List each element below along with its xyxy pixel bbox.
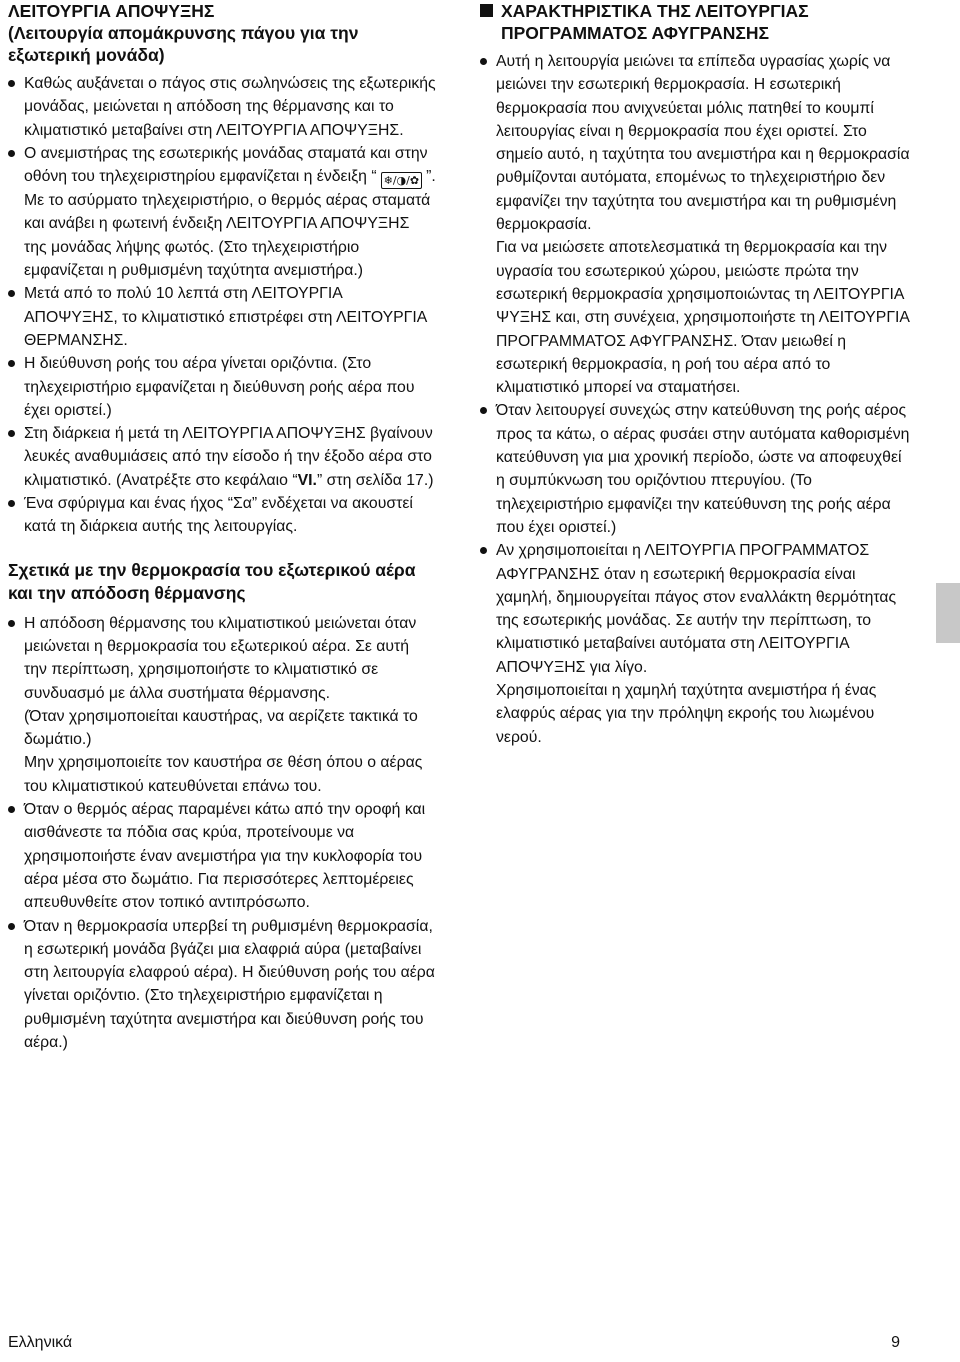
list-item: Αν χρησιμοποιείται η ΛΕΙΤΟΥΡΓΙΑ ΠΡΟΓΡΑΜΜΑΤΟΣ ΑΦΥΓΡΑΝΣΗΣ όταν η εσωτερική θερμοκρασία είναι χαμηλή, δημιουργείται πάγος στον εναλλάκτη θερμότητας της εσωτερικής μονάδας. Σε αυτήν την περίπτωση, το κλιματιστικό μεταβαίνει αυτόματα στη ΛΕΙΤΟΥΡΓΙΑ ΑΠΟΨΥΞΗΣ για λίγο. Χρησιμοποιείται η χαμηλή ταχύτητα ανεμιστήρα ή ένας ελαφρύς αέρας για την πρόληψη εκροής του λιωμένου νερού. [480, 539, 910, 749]
dry-program-title-line1: ΧΑΡΑΚΤΗΡΙΣΤΙΚΑ ΤΗΣ ΛΕΙΤΟΥΡΓΙΑΣ [501, 1, 809, 21]
bullet-icon [8, 150, 15, 157]
page-number: 9 [891, 1334, 900, 1351]
list-item: Όταν η θερμοκρασία υπερβεί τη ρυθμισμένη θερμοκρασία, η εσωτερική μονάδα βγάζει μια ελαφριά αύρα (μεταβαίνει στη λειτουργία ελαφρού αέρα). Η διεύθυνση ροής του αέρα γίνεται οριζόντιο. (Στο τηλεχειριστήριο εμφανίζεται η ρυθμισμένη ταχύτητα ανεμιστήρα και διεύθυνση ροής του αέρα.) [8, 915, 436, 1055]
list-item: Ένα σφύριγμα και ένας ήχος “Σα” ενδέχεται να ακουστεί κατά τη διάρκεια αυτής της λειτουργίας. [8, 492, 436, 539]
list-item: Η απόδοση θέρμανσης του κλιματιστικού μειώνεται όταν μειώνεται η θερμοκρασία του εξωτερικού αέρα. Σε αυτή την περίπτωση, χρησιμοποιήστε το κλιματιστικό σε συνδυασμό με άλλα συστήματα θέρμανσης. (Όταν χρησιμοποιείται καυστήρας, να αερίζετε τακτικά το δωμάτιο.) Μην χρησιμοποιείτε τον καυστήρα σε θέση όπου ο αέρας του κλιματιστικού κατευθύνεται επάνω του. [8, 612, 436, 798]
right-column [480, 0, 910, 749]
list-item: Ο ανεμιστήρας της εσωτερικής μονάδας σταματά και στην οθόνη του τηλεχειριστηρίου εμφανίζεται η ένδειξη “ ❄/◑/✿ ”. Με το ασύρματο τηλεχειριστήριο, ο θερμός αέρας σταματά και ανάβει η φωτεινή ένδειξη ΛΕΙΤΟΥΡΓΙΑ ΑΠΟΨΥΞΗΣ της μονάδας λήψης φωτός. (Στο τηλεχειριστήριο εμφανίζεται η ρυθμισμένη ταχύτητα ανεμιστήρα.) [8, 142, 436, 282]
bullet-icon [480, 547, 487, 554]
bullet-icon [8, 923, 15, 930]
left-column [8, 0, 436, 1054]
list-item: Όταν ο θερμός αέρας παραμένει κάτω από την οροφή και αισθάνεστε τα πόδια σας κρύα, προτείνουμε να χρησιμοποιήστε έναν ανεμιστήρα για την κυκλοφορία του αέρα μέσα στο δωμάτιο. Για περισσότερες λεπτομέρειες απευθυνθείτε στον τοπικό αντιπρόσωπο. [8, 798, 436, 914]
chapter-tab [936, 583, 960, 643]
bullet-icon [480, 407, 487, 414]
bullet-icon [8, 290, 15, 297]
defrost-title-line2: (Λειτουργία απομάκρυνσης πάγου για την εξωτερική μονάδα) [8, 23, 359, 65]
heating-performance-list [8, 612, 436, 1055]
bullet-icon [8, 80, 15, 87]
footer-language: Ελληνικά [8, 1334, 73, 1351]
dry-program-title-line2: ΠΡΟΓΡΑΜΜΑΤΟΣ ΑΦΥΓΡΑΝΣΗΣ [501, 23, 770, 43]
bullet-icon [8, 430, 15, 437]
dry-program-list [480, 50, 910, 749]
defrost-list [8, 72, 436, 539]
defrost-display-icon: ❄/◑/✿ [381, 172, 422, 189]
list-item: Αυτή η λειτουργία μειώνει τα επίπεδα υγρασίας χωρίς να μειώνει την εσωτερική θερμοκρασία. Η εσωτερική θερμοκρασία που ανιχνεύεται μόλις πατηθεί το κουμπί λειτουργίας είναι η θερμοκρασία που έχει οριστεί. Στο σημείο αυτό, η ταχύτητα του ανεμιστήρα και η θερμοκρασία ρυθμίζονται αυτόματα, επομένως το τηλεχειριστήριο δεν εμφανίζει την ταχύτητα του ανεμιστήρα και τη ρυθμισμένη θερμοκρασία. Για να μειώσετε αποτελεσματικά τη θερμοκρασία και την υγρασία του εσωτερικού χώρου, μειώστε πρώτα την εσωτερική θερμοκρασία χρησιμοποιώντας τη ΛΕΙΤΟΥΡΓΙΑ ΨΥΞΗΣ και, στη συνέχεια, χρησιμοποιήστε τη ΛΕΙΤΟΥΡΓΙΑ ΠΡΟΓΡΑΜΜΑΤΟΣ ΑΦΥΓΡΑΝΣΗΣ. Όταν μειωθεί η εσωτερική θερμοκρασία, η ροή του αέρα από το κλιματιστικό μπορεί να σταματήσει. [480, 50, 910, 399]
list-item: Στη διάρκεια ή μετά τη ΛΕΙΤΟΥΡΓΙΑ ΑΠΟΨΥΞΗΣ βγαίνουν λευκές αναθυμιάσεις από την είσοδο ή την έξοδο αέρα στο κλιματιστικό. (Ανατρέξτε στο κεφάλαιο “VI.” στη σελίδα 17.) [8, 422, 436, 492]
dry-program-title [480, 0, 910, 44]
list-item: Καθώς αυξάνεται ο πάγος στις σωληνώσεις της εξωτερικής μονάδας, μειώνεται η απόδοση της θέρμανσης και το κλιματιστικό μεταβαίνει στη ΛΕΙΤΟΥΡΓΙΑ ΑΠΟΨΥΞΗΣ. [8, 72, 436, 142]
bullet-icon [8, 620, 15, 627]
section-square-icon [480, 4, 493, 17]
outdoor-temperature-heading: Σχετικά με την θερμοκρασία του εξωτερικού αέρα και την απόδοση θέρμανσης [8, 559, 416, 604]
list-item: Όταν λειτουργεί συνεχώς στην κατεύθυνση της ροής αέρος προς τα κάτω, ο αέρας φυσάει στην αυτόματα καθορισμένη κατεύθυνση για μια χρονική περίοδο, ώστε να αποφευχθεί η συμπύκνωση του οριζόντιου πτερυγίου. (Το τηλεχειριστήριο εμφανίζει την κατεύθυνση της ροής αέρα που έχει οριστεί.) [480, 399, 910, 539]
bullet-icon [8, 806, 15, 813]
bullet-icon [480, 58, 487, 65]
list-item: Η διεύθυνση ροής του αέρα γίνεται οριζόντια. (Στο τηλεχειριστήριο εμφανίζεται η διεύθυνση ροής αέρα που έχει οριστεί.) [8, 352, 436, 422]
list-item: Μετά από το πολύ 10 λεπτά στη ΛΕΙΤΟΥΡΓΙΑ ΑΠΟΨΥΞΗΣ, το κλιματιστικό επιστρέφει στη ΛΕΙΤΟΥΡΓΙΑ ΘΕΡΜΑΝΣΗΣ. [8, 282, 436, 352]
defrost-title [8, 0, 436, 66]
bullet-icon [8, 360, 15, 367]
defrost-title-line1: ΛΕΙΤΟΥΡΓΙΑ ΑΠΟΨΥΞΗΣ [8, 1, 215, 21]
bullet-icon [8, 500, 15, 507]
